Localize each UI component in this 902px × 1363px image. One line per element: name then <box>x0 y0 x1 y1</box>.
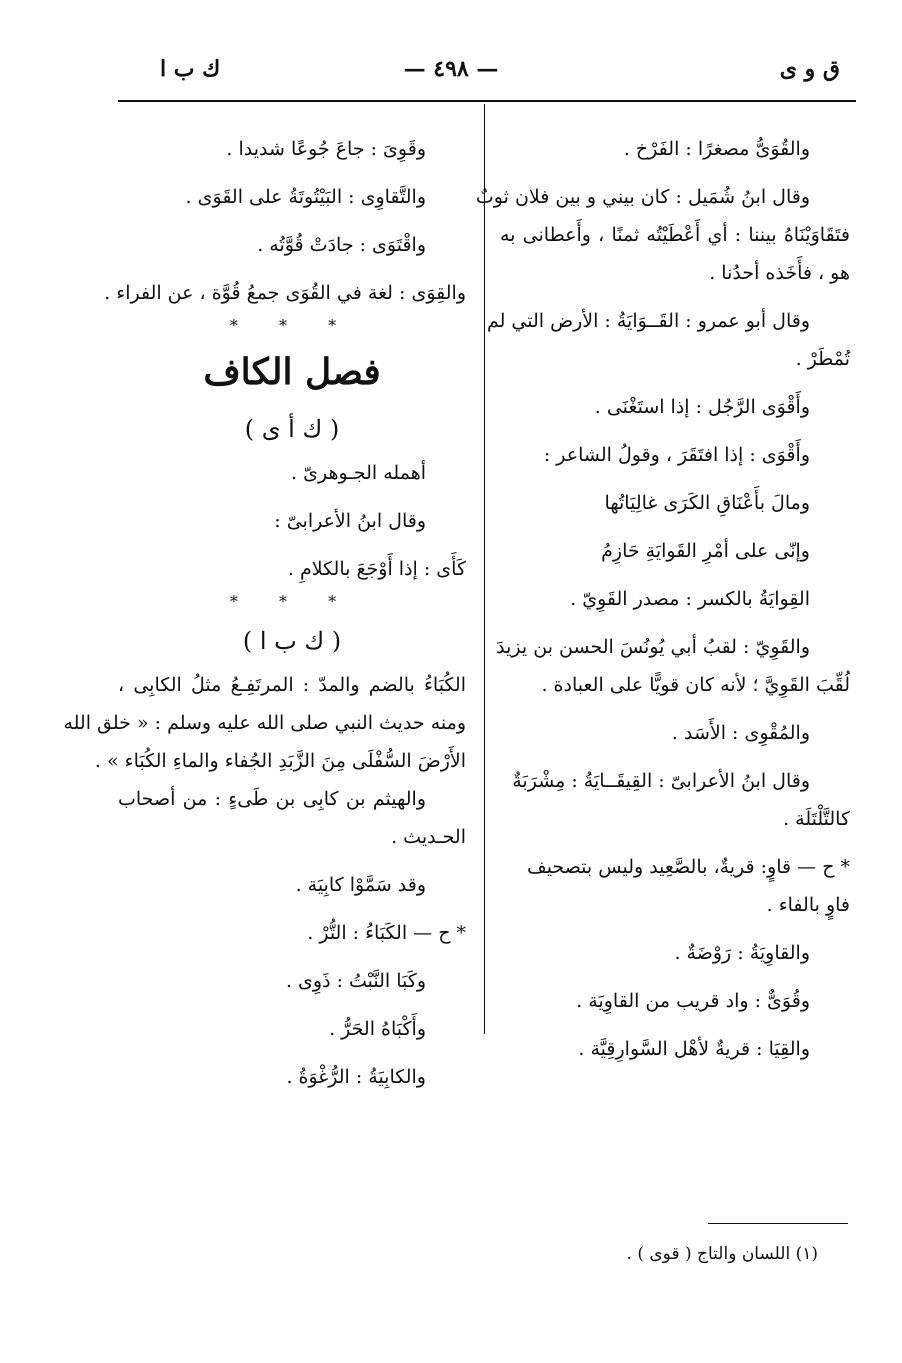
section-title: فصل الكاف <box>203 351 381 393</box>
entry-line: والمُقْوِى : الأَسَد . <box>671 722 810 744</box>
entry-line: وقَوِىَ : جاعَ جُوعًا شديدا . <box>226 138 426 160</box>
footnote-rule <box>708 1223 848 1224</box>
entry-line: وكَبَا النَّبْتُ : ذَوِى . <box>285 970 426 992</box>
entry-line: والقَوِيّ : لقبُ أبي يُونُسَ الحسن بن يزيدَ <box>496 636 810 658</box>
page-number: — ٤٩٨ — <box>403 56 499 82</box>
entry-line: تُمْطَرْ . <box>795 348 850 370</box>
entry-line: وأَقْوَى الرَّجُل : إذا استَغْنَى . <box>594 396 810 418</box>
entry-line: وقال أبو عمرو : القَــوَايَةُ : الأرض التي لم <box>486 310 810 332</box>
entry-line: والقُوَىُّ مصغرًا : الفَرْخ . <box>623 138 810 160</box>
verse-line: وإنّى على أمْرِ القَوايَةِ حَازِمُ <box>601 540 810 562</box>
entry-line: هو ، فأَخَذه أحدُنا . <box>709 262 850 284</box>
entry-line: * ح — الكَبَاءُ : التُّرْ . <box>307 922 466 944</box>
column-divider <box>484 104 485 1034</box>
entry-line: والكابِيَةُ : الرُّغْوَةُ . <box>286 1066 426 1088</box>
entry-line: فاوٍ بالفاء . <box>766 894 850 916</box>
entry-line: والقِوَى : لغة في القُوَى جمعُ قُوَّة ، عن الفراء . <box>104 282 466 304</box>
header-rule <box>118 100 856 102</box>
entry-line: الكُبَاءُ بالضم والمدّ : المرتَفِـعُ مثلُ الكابِى ، <box>118 674 466 696</box>
entry-line: وأَقْوَى : إذا افتَقَرَ ، وقولُ الشاعر : <box>543 444 810 466</box>
entry-line: واقْتَوَى : جادَتْ قُوَّتُه . <box>257 234 426 256</box>
left-column <box>63 130 466 1096</box>
entry-line: والتَّقاوِى : البَيْتُوتَةُ على القَوَى . <box>185 186 426 208</box>
right-column <box>475 130 850 1068</box>
entry-line: وأَكْبَاهُ الحَرُّ . <box>329 1018 426 1040</box>
footnote: (١) اللسان والتاج ( قوى ) . <box>626 1244 818 1264</box>
entry-line: أهمله الجـوهرىّ . <box>291 462 426 484</box>
running-head-next-root: ك ب ا <box>160 56 221 82</box>
entry-line: ومنه حديث النبي صلى الله عليه وسلم : « خلق الله <box>63 712 466 734</box>
entry-line: وقُوَىٌّ : واد قريب من القاوِيَة . <box>576 990 810 1012</box>
entry-line: * ح — قاوٍ: قريةٌ، بالصَّعِيد وليس بتصحيف <box>527 856 850 878</box>
entry-line: الأَرْضَ السُّفْلَى مِنَ الزَّبَدِ الجُفاء والماءِ الكُبَاء » . <box>94 750 466 772</box>
entry-line: وقال ابنُ شُمَيل : كان بيني و بين فلان ثوبٌ <box>475 186 810 208</box>
section-separator: * * * <box>229 316 355 335</box>
entry-line: القِوايَةُ بالكسر : مصدر القَوِيّ . <box>570 588 810 610</box>
verse-line: ومالَ بأَعْنَاقِ الكَرَى غالِيَاتُها <box>604 492 810 514</box>
running-head-root: ق و ى <box>779 56 840 82</box>
root-heading: ( ك ب ا ) <box>242 627 342 655</box>
entry-line: الحـديث . <box>391 826 466 848</box>
entry-line: وقد سَمَّوْا كابِيَة . <box>295 874 426 896</box>
root-heading: ( ك أ ى ) <box>244 415 340 443</box>
entry-line: والقِيَا : قريةٌ لأهْل السَّوارِقِيَّة . <box>578 1038 810 1060</box>
entry-line: كَأَى : إذا أَوْجَعَ بالكلامِ . <box>287 558 466 580</box>
section-separator: * * * <box>229 592 355 611</box>
entry-line: والقاوِيَةُ : رَوْضَةٌ . <box>674 942 810 964</box>
entry-line: كالتَّلْتَلَة . <box>783 808 850 830</box>
entry-line: فتَقَاوَيْنَاهُ بيننا : أي أَعْطَيْتُه ثمنًا ، وأَعطانى به <box>500 224 850 246</box>
entry-line: وقال ابنُ الأعرابىّ : <box>274 510 426 532</box>
entry-line: وقال ابنُ الأعرابىّ : القِيقَــايَةُ : مِشْرَبَةٌ <box>512 770 810 792</box>
entry-line: والهيثم بن كابِى بن طَىءٍ : من أصحاب <box>118 788 426 810</box>
entry-line: لُقِّبَ القَوِيَّ ؛ لأنه كان قويًّا على العبادة . <box>541 674 850 696</box>
